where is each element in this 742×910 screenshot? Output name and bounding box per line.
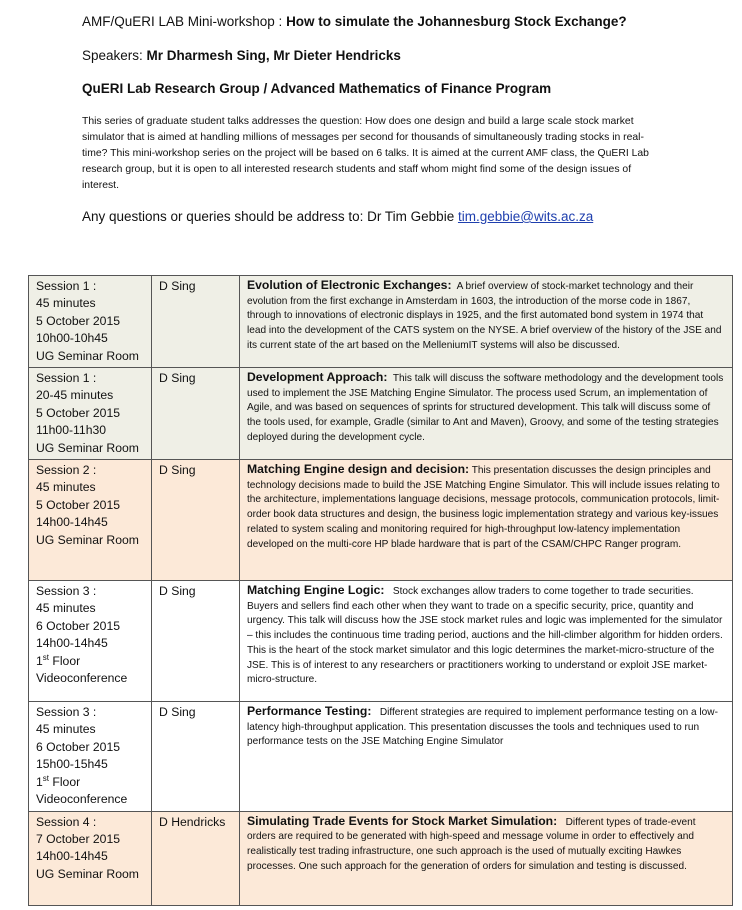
talk-body: This presentation discusses the design principles and technology decisions made to build the JSE Matching Engine Simulator. This will include issues relating to the architecture, implementations language decisions, message protocols, communication protocols, limit-order book data structures and design, the business logic implementation strategy and various key-issues related to system scaling and monitoring required for high-throughput low-latency implementation developed on the multi-core HP blade hardware that is part of the CSAM/CHPC Ranger program. <box>247 465 720 550</box>
table-row <box>29 276 733 368</box>
talk-title: Evolution of Electronic Exchanges: <box>247 278 452 292</box>
session-venue-type: Videoconference <box>36 671 128 686</box>
table-row <box>29 581 733 702</box>
session-info <box>29 702 152 811</box>
session-description <box>240 276 733 368</box>
contact-email-link[interactable]: tim.gebbie@wits.ac.za <box>457 209 594 224</box>
contact-line <box>82 209 593 224</box>
session-date: 5 October 2015 <box>36 497 121 512</box>
session-speaker: D Sing <box>152 702 240 811</box>
session-info <box>29 811 152 905</box>
talk-body: Different strategies are required to implement performance testing on a low-latency high-throughput application. This presentation discusses the tools and techniques used to run performance tests on the JSE Matching Engine Simulator <box>247 707 718 748</box>
talk-body: This talk will discuss the software methodology and the development tools used to implement the JSE Matching Engine Simulator. The process used Scrum, an implementation of Agile, and was based on sequences of sprints for structured development. This talk will discuss some of the tools used, for example, Gradle (similar to Ant and Maven), Groovy, and some of the testing strategies deployed during the development cycle. <box>247 373 724 443</box>
venue-floor-label: Floor <box>49 774 81 789</box>
session-date: 5 October 2015 <box>36 313 121 328</box>
session-date: 6 October 2015 <box>36 739 121 754</box>
research-group: QuERI Lab Research Group / Advanced Mathematics of Finance Program <box>82 81 552 96</box>
session-time: 15h00-15h45 <box>36 757 108 772</box>
talk-title: Matching Engine Logic: <box>247 583 385 598</box>
talk-body: Stock exchanges allow traders to come together to trade securities. Buyers and sellers find each other when they want to trade on a specific security, price, quantity and urgency. This talk will discuss how the JSE stock market rules and logic was implemented for the simulator – this includes the continuous time trading period, auctions and the hill-climber algorithm for hidden orders. This is the heart of the stock market simulator and this logic determines the market-micro-structure of the JSE. This is of interest to any researchers or practitioners working to understand or exploit JSE market-micro-structure. <box>247 586 723 686</box>
session-number: Session 3 : <box>36 705 97 720</box>
session-speaker: D Sing <box>152 276 240 368</box>
session-info <box>29 368 152 460</box>
talk-title: Performance Testing: <box>247 704 372 719</box>
session-description <box>240 581 733 702</box>
talk-body: A brief overview of stock-market technology and their evolution from the first exchange in Amsterdam in 1603, the introduction of the morse code in 1867, through to innovations of electronic displays in 1925, and the first automated bond system in 1974 that lead into the development of the CATS system on the NYSE. A brief overview of the history of the JSE and its current state of the art based on the MelleniumIT systems will also be discussed. <box>247 281 722 351</box>
session-venue <box>36 774 144 791</box>
speakers-label: Speakers: <box>82 48 147 63</box>
session-description <box>240 811 733 905</box>
venue-floor-number: 1 <box>36 774 43 789</box>
session-info <box>29 460 152 581</box>
session-date: 6 October 2015 <box>36 618 121 633</box>
session-description <box>240 460 733 581</box>
talk-title: Development Approach: <box>247 370 388 385</box>
venue-floor-suffix: st <box>42 773 50 783</box>
session-info <box>29 581 152 702</box>
session-speaker: D Sing <box>152 460 240 581</box>
session-description <box>240 702 733 811</box>
session-number: Session 4 : <box>36 814 97 829</box>
session-number: Session 2 : <box>36 463 97 478</box>
session-description <box>240 368 733 460</box>
session-venue: UG Seminar Room <box>36 348 139 363</box>
intro-paragraph: This series of graduate student talks addresses the question: How does one design and build a large scale stock market simulator that is aimed at handling millions of messages per second for thousands of simultaneously trading stocks in real-time? This mini-workshop series on the project will be based on 6 talks. It is aimed at the current AMF class, the QuERI Lab research group, but it is open to all interested research students and staff whom might find some of the design issues of interest. <box>82 116 649 191</box>
session-time: 10h00-10h45 <box>36 331 108 346</box>
session-venue: UG Seminar Room <box>36 532 139 547</box>
session-duration: 45 minutes <box>36 722 96 737</box>
venue-floor-suffix: st <box>42 652 50 662</box>
table-row <box>29 702 733 811</box>
session-info <box>29 276 152 368</box>
session-speaker: D Hendricks <box>152 811 240 905</box>
speakers-names: Mr Dharmesh Sing, Mr Dieter Hendricks <box>146 48 401 63</box>
session-time: 14h00-14h45 <box>36 849 108 864</box>
session-duration: 45 minutes <box>36 296 96 311</box>
contact-text: Any questions or queries should be address to: Dr Tim Gebbie <box>82 209 458 224</box>
session-venue-type: Videoconference <box>36 792 128 807</box>
venue-floor-label: Floor <box>49 653 81 668</box>
session-duration: 45 minutes <box>36 601 96 616</box>
session-number: Session 1 : <box>36 371 97 386</box>
session-time: 14h00-14h45 <box>36 636 108 651</box>
table-row <box>29 460 733 581</box>
session-duration: 45 minutes <box>36 480 96 495</box>
session-speaker: D Sing <box>152 581 240 702</box>
session-time: 14h00-14h45 <box>36 515 108 530</box>
session-number: Session 3 : <box>36 584 97 599</box>
talk-title: Matching Engine design and decision: <box>247 462 470 477</box>
speakers-line <box>82 48 401 63</box>
schedule-table <box>28 275 733 906</box>
session-speaker: D Sing <box>152 368 240 460</box>
table-row <box>29 811 733 905</box>
venue-floor-number: 1 <box>36 653 43 668</box>
session-time: 11h00-11h30 <box>36 423 107 438</box>
table-row <box>29 368 733 460</box>
workshop-heading <box>82 14 627 29</box>
session-venue <box>36 653 144 670</box>
talk-title: Simulating Trade Events for Stock Market Simulation: <box>247 813 558 828</box>
session-venue: UG Seminar Room <box>36 866 139 881</box>
session-date: 7 October 2015 <box>36 831 121 846</box>
session-number: Session 1 : <box>36 279 97 293</box>
session-date: 5 October 2015 <box>36 405 121 420</box>
session-duration: 20-45 minutes <box>36 388 114 403</box>
talk-body: Different types of trade-event orders are required to be generated with high-speed and message volume in order to effectively and realistically test trading infrastructure, one such approach is the used of mutually exciting Hawkes processes. One such approach for the generation of orders for simulation and testing is discussed. <box>247 816 696 872</box>
workshop-prefix: AMF/QuERI LAB Mini-workshop : <box>82 14 287 29</box>
session-venue: UG Seminar Room <box>36 440 139 455</box>
workshop-title: How to simulate the Johannesburg Stock Exchange? <box>286 14 627 29</box>
